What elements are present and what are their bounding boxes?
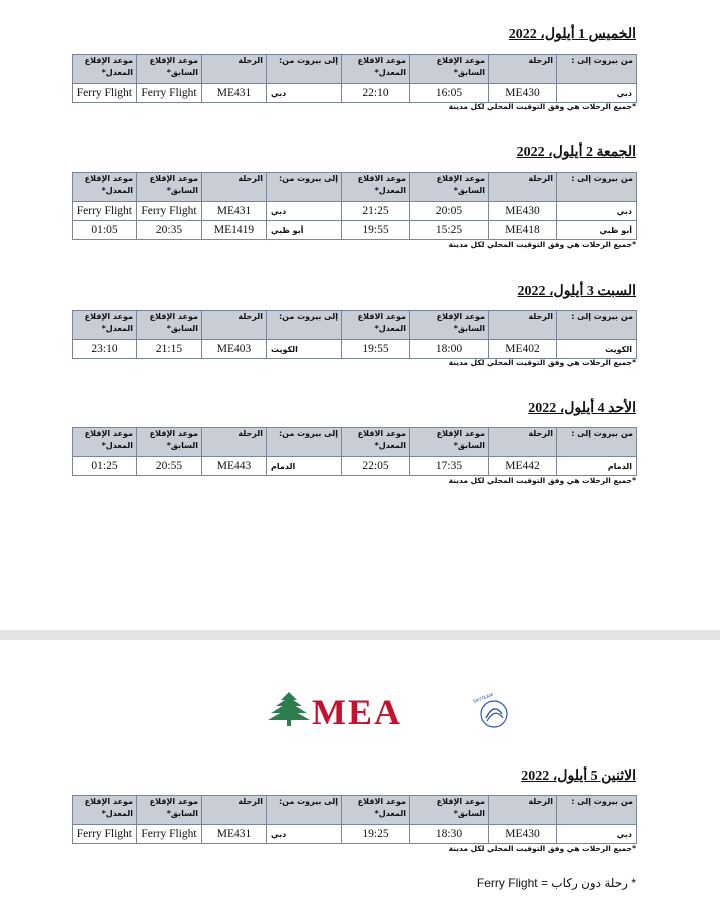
header-prev-dep: موعد الإقلاع السابق* <box>410 55 489 84</box>
destination-city: الكويت <box>557 340 637 359</box>
table-row <box>73 825 637 844</box>
cedar-tree-icon <box>268 692 310 726</box>
outbound-prev-time: 20:05 <box>410 202 489 221</box>
header-flight: الرحلة <box>202 796 267 825</box>
header-to-city: من بيروت إلى : <box>557 796 637 825</box>
schedule-table <box>72 310 637 359</box>
header-prev-dep: موعد الإقلاع السابق* <box>137 173 202 202</box>
inbound-flight: ME431 <box>202 202 267 221</box>
header-to-city: من بيروت إلى : <box>557 428 637 457</box>
header-to-city: من بيروت إلى : <box>557 173 637 202</box>
inbound-prev-time: Ferry Flight <box>137 84 202 103</box>
inbound-prev-time: 21:15 <box>137 340 202 359</box>
destination-city: الدمام <box>557 457 637 476</box>
inbound-flight: ME431 <box>202 84 267 103</box>
header-prev-dep: موعد الإقلاع السابق* <box>137 796 202 825</box>
outbound-flight: ME418 <box>489 221 557 240</box>
table-row <box>73 202 637 221</box>
inbound-new-time: 23:10 <box>73 340 137 359</box>
outbound-flight: ME402 <box>489 340 557 359</box>
day-title: الخميس 1 أيلول، 2022 <box>508 27 636 42</box>
inbound-flight: ME1419 <box>202 221 267 240</box>
header-new-dep: موعد الإقلاع المعدل* <box>73 173 137 202</box>
legend-arabic: رحلة دون ركاب = <box>540 876 628 890</box>
outbound-flight: ME430 <box>489 202 557 221</box>
header-flight: الرحلة <box>489 796 557 825</box>
origin-city: أبو ظبي <box>267 221 342 240</box>
header-new-dep: موعد الاقلاع المعدل* <box>342 428 410 457</box>
outbound-prev-time: 18:00 <box>410 340 489 359</box>
header-new-dep: موعد الإقلاع المعدل* <box>73 311 137 340</box>
schedule-table <box>72 172 637 240</box>
origin-city: دبي <box>267 84 342 103</box>
outbound-new-time: 19:55 <box>342 340 410 359</box>
header-flight: الرحلة <box>202 55 267 84</box>
mea-logo-text: MEA <box>312 692 402 732</box>
header-from-city: إلى بيروت من: <box>267 428 342 457</box>
header-new-dep: موعد الإقلاع المعدل* <box>73 55 137 84</box>
header-from-city: إلى بيروت من: <box>267 173 342 202</box>
header-from-city: إلى بيروت من: <box>267 796 342 825</box>
timezone-note: *جميع الرحلات هي وفق التوقيت المحلي لكل مدينة <box>448 844 636 853</box>
header-prev-dep: موعد الإقلاع السابق* <box>137 55 202 84</box>
header-new-dep: موعد الإقلاع المعدل* <box>73 428 137 457</box>
header-flight: الرحلة <box>489 428 557 457</box>
table-row <box>73 221 637 240</box>
outbound-new-time: 19:25 <box>342 825 410 844</box>
destination-city: دبي <box>557 84 637 103</box>
inbound-new-time: Ferry Flight <box>73 202 137 221</box>
inbound-prev-time: 20:35 <box>137 221 202 240</box>
outbound-prev-time: 18:30 <box>410 825 489 844</box>
inbound-flight: ME403 <box>202 340 267 359</box>
header-prev-dep: موعد الإقلاع السابق* <box>410 311 489 340</box>
destination-city: أبو ظبي <box>557 221 637 240</box>
header-prev-dep: موعد الإقلاع السابق* <box>410 796 489 825</box>
header-flight: الرحلة <box>489 173 557 202</box>
origin-city: دبي <box>267 825 342 844</box>
header-to-city: من بيروت إلى : <box>557 55 637 84</box>
inbound-new-time: 01:05 <box>73 221 137 240</box>
inbound-new-time: 01:25 <box>73 457 137 476</box>
timezone-note: *جميع الرحلات هي وفق التوقيت المحلي لكل مدينة <box>448 476 636 485</box>
outbound-flight: ME430 <box>489 84 557 103</box>
header-new-dep: موعد الاقلاع المعدل* <box>342 796 410 825</box>
table-row <box>73 84 637 103</box>
header-from-city: إلى بيروت من: <box>267 311 342 340</box>
legend-english: Ferry Flight <box>476 876 538 890</box>
inbound-prev-time: Ferry Flight <box>137 825 202 844</box>
header-new-dep: موعد الاقلاع المعدل* <box>342 173 410 202</box>
outbound-new-time: 22:10 <box>342 84 410 103</box>
day-title: الاثنين 5 أيلول، 2022 <box>521 769 636 784</box>
origin-city: الكويت <box>267 340 342 359</box>
timezone-note: *جميع الرحلات هي وفق التوقيت المحلي لكل مدينة <box>448 240 636 249</box>
inbound-new-time: Ferry Flight <box>73 825 137 844</box>
inbound-prev-time: 20:55 <box>137 457 202 476</box>
inbound-new-time: Ferry Flight <box>73 84 137 103</box>
day-title: الجمعة 2 أيلول، 2022 <box>516 145 636 160</box>
schedule-table <box>72 54 637 103</box>
header-flight: الرحلة <box>489 55 557 84</box>
header-from-city: إلى بيروت من: <box>267 55 342 84</box>
outbound-new-time: 19:55 <box>342 221 410 240</box>
outbound-flight: ME442 <box>489 457 557 476</box>
outbound-flight: ME430 <box>489 825 557 844</box>
table-row <box>73 457 637 476</box>
skyteam-icon <box>473 692 507 727</box>
ferry-flight-legend <box>477 876 636 890</box>
origin-city: دبي <box>267 202 342 221</box>
outbound-new-time: 22:05 <box>342 457 410 476</box>
table-row <box>73 340 637 359</box>
inbound-flight: ME431 <box>202 825 267 844</box>
inbound-flight: ME443 <box>202 457 267 476</box>
destination-city: دبي <box>557 202 637 221</box>
legend-star: * <box>631 876 636 890</box>
outbound-prev-time: 17:35 <box>410 457 489 476</box>
outbound-prev-time: 15:25 <box>410 221 489 240</box>
origin-city: الدمام <box>267 457 342 476</box>
header-new-dep: موعد الإقلاع المعدل* <box>73 796 137 825</box>
mea-logo <box>266 688 514 732</box>
timezone-note: *جميع الرحلات هي وفق التوقيت المحلي لكل مدينة <box>448 358 636 367</box>
day-title: الأحد 4 أيلول، 2022 <box>528 401 636 416</box>
header-flight: الرحلة <box>202 173 267 202</box>
document-page-2 <box>0 640 720 921</box>
header-prev-dep: موعد الإقلاع السابق* <box>137 428 202 457</box>
schedule-table <box>72 795 637 844</box>
page-separator <box>0 630 720 640</box>
outbound-new-time: 21:25 <box>342 202 410 221</box>
day-title: السبت 3 أيلول، 2022 <box>517 284 636 299</box>
schedule-table <box>72 427 637 476</box>
header-flight: الرحلة <box>202 428 267 457</box>
outbound-prev-time: 16:05 <box>410 84 489 103</box>
header-prev-dep: موعد الإقلاع السابق* <box>410 173 489 202</box>
timezone-note: *جميع الرحلات هي وفق التوقيت المحلي لكل مدينة <box>448 102 636 111</box>
inbound-prev-time: Ferry Flight <box>137 202 202 221</box>
header-flight: الرحلة <box>202 311 267 340</box>
header-prev-dep: موعد الإقلاع السابق* <box>410 428 489 457</box>
header-flight: الرحلة <box>489 311 557 340</box>
header-prev-dep: موعد الإقلاع السابق* <box>137 311 202 340</box>
header-new-dep: موعد الاقلاع المعدل* <box>342 55 410 84</box>
header-new-dep: موعد الاقلاع المعدل* <box>342 311 410 340</box>
skyteam-text: SKYTEAM <box>472 693 495 706</box>
header-to-city: من بيروت إلى : <box>557 311 637 340</box>
destination-city: دبي <box>557 825 637 844</box>
